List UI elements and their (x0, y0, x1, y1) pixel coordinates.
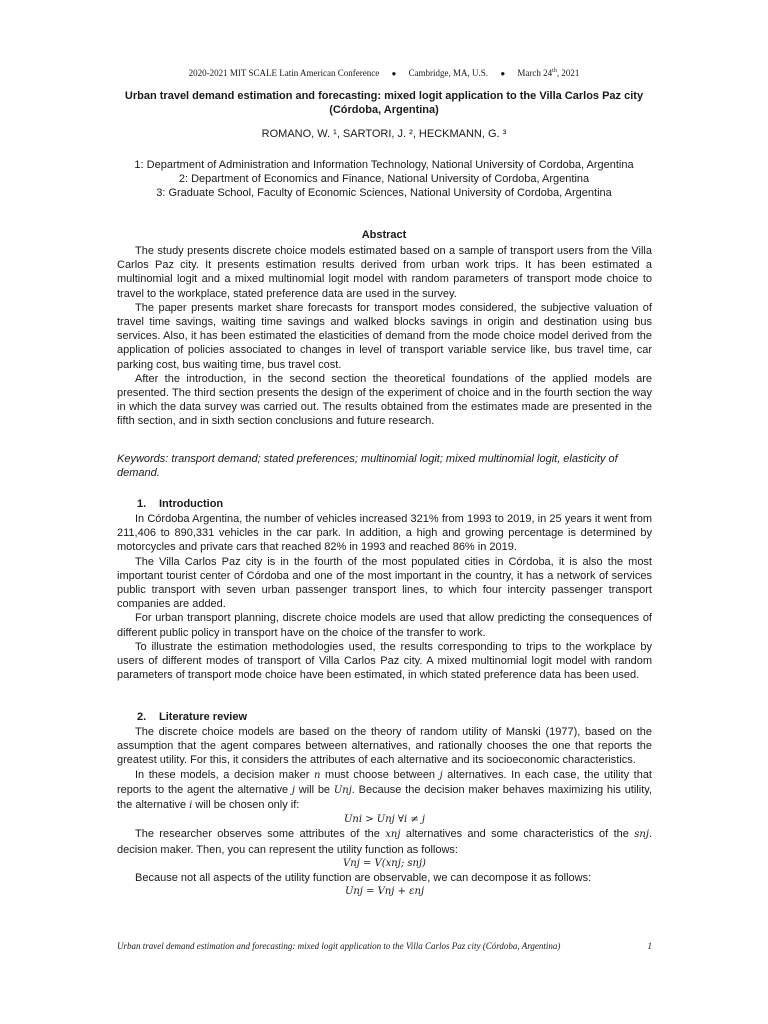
equation-1: Uni > Unj ∀i ≠ j (343, 814, 426, 826)
bullet-separator: ● (391, 69, 397, 78)
footer-title: Urban travel demand estimation and forecasting: mixed logit application to the Villa Carlos Paz city (Córdoba, Argentina) (117, 941, 561, 951)
lit-paragraph (117, 827, 652, 856)
math-var: n (314, 769, 321, 781)
text-run: will be chosen only if: (192, 799, 300, 812)
abstract-body (117, 244, 652, 429)
math-var: j (439, 769, 443, 781)
introduction-body (117, 512, 652, 682)
abstract-heading: Abstract (361, 229, 407, 241)
author-list: ROMANO, W. ¹, SARTORI, J. ², HECKMANN, G. ³ (261, 128, 507, 140)
math-var: Unj (333, 784, 352, 796)
section-number: 2. (137, 711, 147, 723)
text-run: In these models, a decision maker (135, 768, 315, 781)
bullet-separator: ● (500, 69, 506, 78)
affiliation-2: 2: Department of Economics and Finance, National University of Cordoba, Argentina (178, 173, 590, 185)
section-number: 1. (137, 498, 147, 510)
lit-paragraph (117, 768, 652, 814)
lit-paragraph: The discrete choice models are based on the theory of random utility of Manski (1977), based on the assumption that the agent compares between alternatives, and rationally chooses the one that reports the greatest utility. For this, it considers the attributes of each alternative and its socioeconomic characteristics. (117, 726, 652, 767)
abstract-paragraph: The study presents discrete choice models estimated based on a sample of transport users from the Villa Carlos Paz city. It presents estimation results derived from urban work trips. It has been estimated a multinomial logit and a mixed multinomial logit model with random parameters of transport mode choice to travel to the workplace, stated preference data are used in the survey. (117, 245, 652, 300)
text-run: . decision maker. Then, you can represent the utility function as follows: (117, 828, 652, 856)
text-run: The researcher observes some attributes of the (135, 828, 386, 841)
equation-2: Vnj = V(xnj; snj) (343, 857, 426, 869)
affiliation-1: 1: Department of Administration and Information Technology, National University of Cordoba, Argentina (134, 159, 634, 171)
section-title: Literature review (159, 711, 248, 723)
intro-paragraph: For urban transport planning, discrete choice models are used that allow predicting the consequences of different public policy in transport have on the choice of the transfer to work. (117, 612, 652, 639)
section-heading-literature-review (137, 711, 247, 723)
math-var: snj (634, 829, 649, 841)
section-heading-introduction (137, 498, 223, 510)
paper-title: Urban travel demand estimation and forecasting: mixed logit application to the Villa Carlos Paz city (Córdoba, Argentina) (124, 90, 644, 116)
math-var: i (189, 800, 193, 812)
date-main: March 24 (517, 68, 553, 78)
math-var: j (291, 784, 295, 796)
page-number: 1 (647, 941, 652, 951)
text-run: alternatives and some characteristics of the (400, 828, 635, 841)
page-footer (117, 941, 652, 951)
text-run: alternatives. In each case, the utility that reports to the agent the alternative (117, 768, 652, 796)
conference-name: 2020-2021 MIT SCALE Latin American Conference (188, 68, 380, 78)
lit-paragraph: Because not all aspects of the utility function are observable, we can decompose it as follows: (135, 872, 592, 885)
intro-paragraph: The Villa Carlos Paz city is in the fourth of the most populated cities in Córdoba, it is also the most important tourist center of Córdoba and one of the most important in the country, it has a network of services public transport with seven urban passenger transport lines, to which four intercity passenger transport companies are added. (117, 555, 652, 611)
intro-paragraph: In Córdoba Argentina, the number of vehicles increased 321% from 1993 to 2019, in 25 years it went from 211,406 to 890,331 vehicles in the car park. In addition, a high and growing percentage is determined by motorcycles and private cars that reached 82% in 1993 and reached 86% in 2019. (117, 513, 652, 554)
text-run: will be (295, 783, 334, 796)
conference-date (517, 68, 579, 78)
conference-location: Cambridge, MA, U.S. (408, 68, 489, 78)
equation-3: Unj = Vnj + εnj (344, 886, 425, 898)
date-year: , 2021 (556, 68, 580, 78)
date-suffix-sup: th (552, 68, 557, 74)
keywords: Keywords: transport demand; stated preferences; multinomial logit; mixed multinomial logit, elasticity of demand. (117, 453, 618, 480)
affiliation-3: 3: Graduate School, Faculty of Economic Sciences, National University of Cordoba, Argentina (156, 187, 612, 199)
literature-review-body (117, 725, 652, 899)
abstract-paragraph: The paper presents market share forecasts for transport modes considered, the subjective valuation of travel time savings, waiting time savings and walked blocks savings in origin and destination using bus services. Also, it has been estimated the elasticities of demand from the mode choice model derived from the application of policies associated to changes in level of transport variable service like, bus travel time, car parking cost, bus waiting time, bus travel cost. (117, 301, 652, 371)
running-header (0, 68, 768, 78)
intro-paragraph: To illustrate the estimation methodologies used, the results corresponding to trips to the workplace by users of different modes of transport of Villa Carlos Paz city. A mixed multinomial logit model with random parameters of transport mode choice have been estimated, in which stated preference data has been used. (117, 640, 652, 682)
abstract-paragraph: After the introduction, in the second section the theoretical foundations of the applied models are presented. The third section presents the design of the experiment of choice and in the fourth section the way in which the data survey was carried out. The results obtained from the estimates made are presented in the fifth section, and in sixth section conclusions and future research. (117, 372, 652, 428)
text-run: must choose between (320, 768, 440, 781)
math-var: xnj (385, 829, 401, 841)
text-run: . Because the decision maker behaves maximizing his utility, the alternative (117, 783, 652, 812)
affiliations (120, 158, 648, 200)
section-title: Introduction (159, 498, 224, 510)
